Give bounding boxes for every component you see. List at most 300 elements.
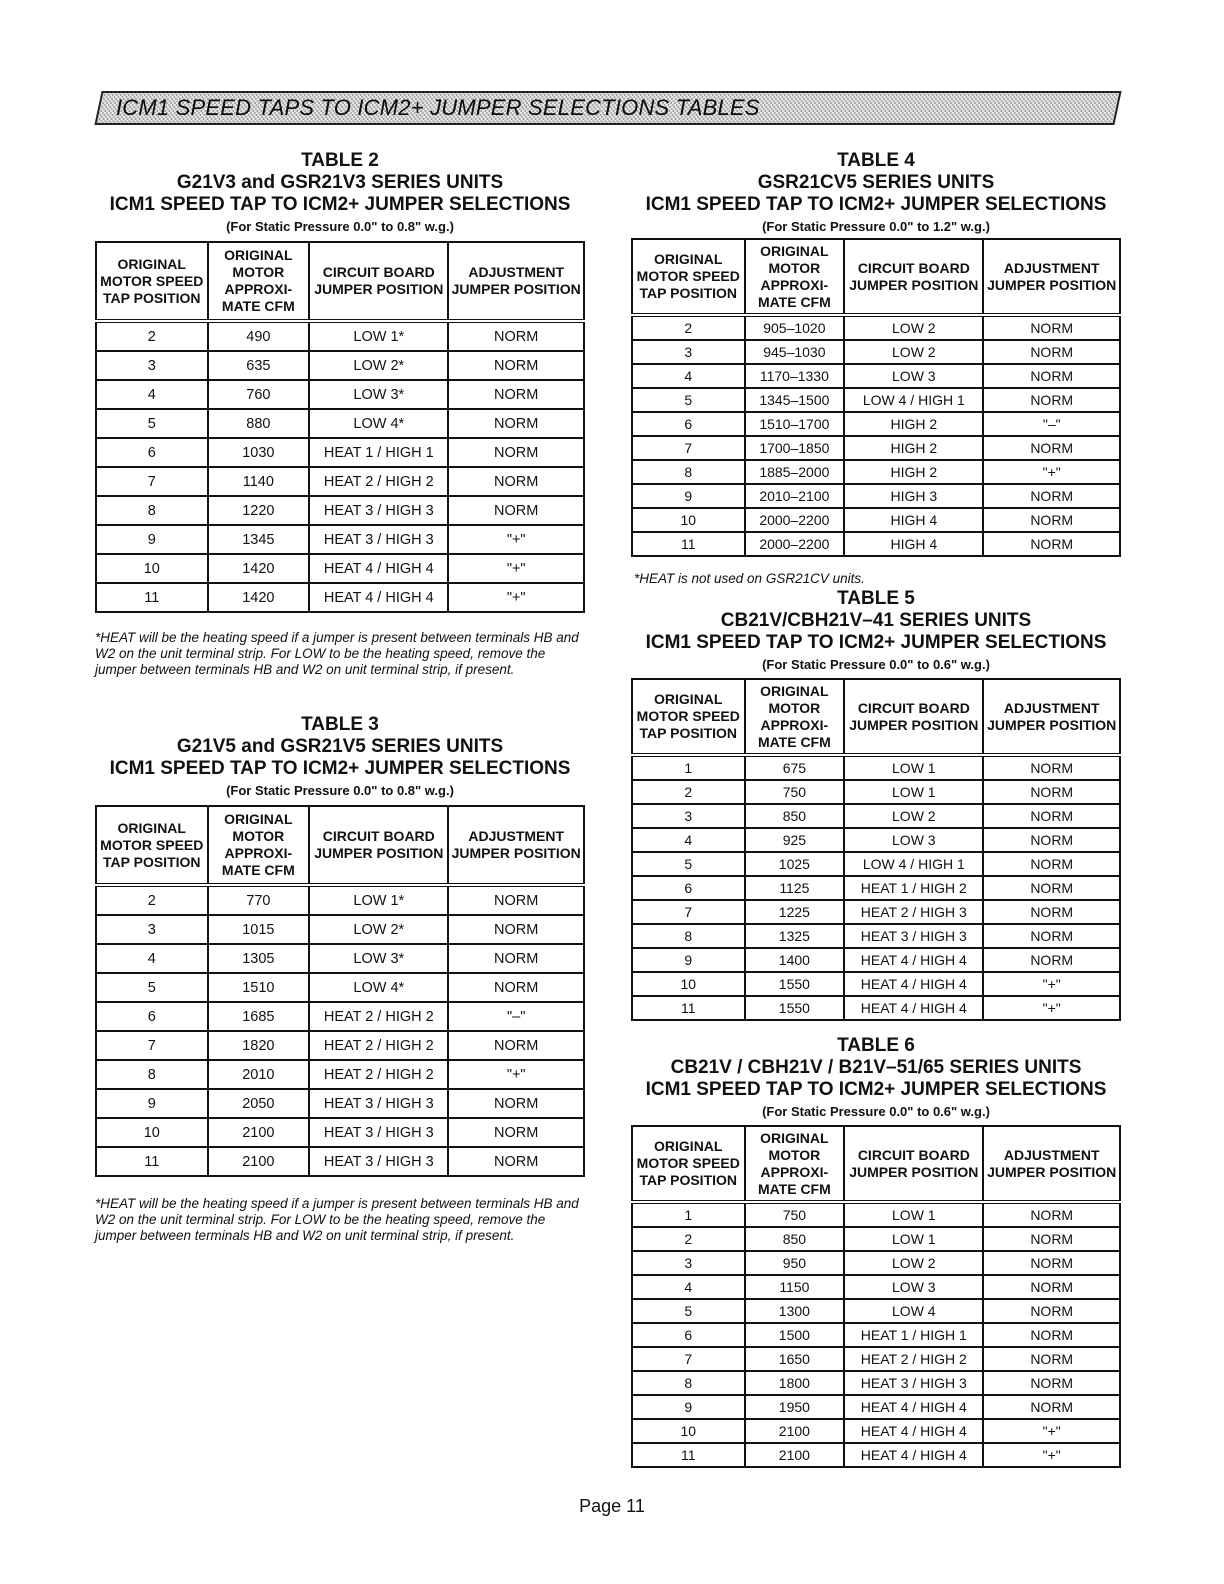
table-row [96,1060,584,1089]
speed-tap-cell: 8 [96,1060,208,1089]
table-row [632,436,1120,460]
speed-tap-cell: 6 [96,1002,208,1031]
table-row [632,412,1120,436]
table-row [96,915,584,944]
table-2-footnote: *HEAT will be the heating speed if a jumper is present between terminals HB and W2 on the unit terminal strip. For LOW to be the heating speed, remove the jumper between terminals HB and W2 on unit terminal strip, if present. [95,630,579,677]
adjustment-cell: NORM [983,1299,1120,1323]
speed-tap-header: ORIGINAL MOTOR SPEED TAP POSITION [632,1126,745,1202]
circuit-board-cell: LOW 2 [844,315,983,340]
header-row [632,679,1120,755]
cfm-cell: 1345 [208,525,310,554]
table-row [632,996,1120,1020]
speed-tap-cell: 8 [96,496,208,525]
speed-tap-cell: 11 [632,1443,745,1467]
adjustment-header: ADJUSTMENT JUMPER POSITION [983,679,1120,755]
circuit-board-cell: HEAT 4 / HIGH 4 [844,1395,983,1419]
table-series: GSR21CV5 SERIES UNITS [757,172,995,193]
cfm-cell: 1885–2000 [745,460,845,484]
table-row [632,1347,1120,1371]
circuit-board-cell: LOW 1 [844,1202,983,1227]
table-row [632,484,1120,508]
cfm-cell: 1300 [745,1299,845,1323]
cfm-cell: 1225 [745,900,845,924]
circuit-board-cell: HEAT 3 / HIGH 3 [309,1147,448,1176]
adjustment-cell: NORM [448,915,584,944]
circuit-board-cell: LOW 4 / HIGH 1 [844,388,983,412]
header-row [96,242,584,321]
adjustment-header: ADJUSTMENT JUMPER POSITION [983,239,1120,315]
table-3-block [95,714,585,1177]
speed-tap-cell: 6 [632,1323,745,1347]
table-row [632,972,1120,996]
circuit-board-header: CIRCUIT BOARD JUMPER POSITION [309,242,448,321]
circuit-board-cell: LOW 3 [844,828,983,852]
speed-tap-cell: 7 [96,1031,208,1060]
jumper-selection-table [95,241,585,613]
circuit-board-cell: HIGH 4 [844,508,983,532]
circuit-board-cell: HEAT 4 / HIGH 4 [309,554,448,583]
cfm-cell: 1420 [208,583,310,612]
table-row [96,1031,584,1060]
table-row [632,804,1120,828]
table-row [96,1089,584,1118]
adjustment-cell: NORM [983,315,1120,340]
cfm-cell: 2100 [208,1147,310,1176]
section-banner-title: ICM1 SPEED TAPS TO ICM2+ JUMPER SELECTIONS TABLES [116,95,760,120]
speed-tap-cell: 1 [632,755,745,780]
speed-tap-cell: 10 [96,554,208,583]
table-4-footnote: *HEAT is not used on GSR21CV units. [634,571,865,586]
speed-tap-cell: 7 [96,467,208,496]
adjustment-cell: NORM [448,1147,584,1176]
table-row [632,852,1120,876]
table-row [632,1395,1120,1419]
adjustment-cell: "+" [983,972,1120,996]
adjustment-cell: NORM [983,532,1120,556]
speed-tap-cell: 2 [632,315,745,340]
cfm-cell: 850 [745,804,845,828]
cfm-cell: 880 [208,409,310,438]
cfm-cell: 1170–1330 [745,364,845,388]
table-row [96,885,584,915]
adjustment-cell: NORM [983,1323,1120,1347]
cfm-cell: 1345–1500 [745,388,845,412]
cfm-cell: 750 [745,1202,845,1227]
cfm-cell: 1325 [745,924,845,948]
table-row [96,583,584,612]
speed-tap-cell: 7 [632,900,745,924]
static-pressure-range: (For Static Pressure 0.0" to 0.6" w.g.) [762,657,990,672]
cfm-cell: 1400 [745,948,845,972]
cfm-cell: 2000–2200 [745,532,845,556]
table-row [632,1323,1120,1347]
adjustment-cell: NORM [983,484,1120,508]
speed-tap-cell: 3 [632,804,745,828]
adjustment-cell: "+" [983,1419,1120,1443]
table-row [96,554,584,583]
cfm-cell: 1700–1850 [745,436,845,460]
adjustment-header: ADJUSTMENT JUMPER POSITION [983,1126,1120,1202]
speed-tap-cell: 10 [632,1419,745,1443]
adjustment-cell: NORM [983,852,1120,876]
circuit-board-cell: HEAT 4 / HIGH 4 [844,948,983,972]
speed-tap-cell: 9 [96,525,208,554]
adjustment-cell: "–" [448,1002,584,1031]
speed-tap-cell: 4 [632,828,745,852]
table-row [632,460,1120,484]
header-row [96,806,584,885]
cfm-cell: 1500 [745,1323,845,1347]
static-pressure-range: (For Static Pressure 0.0" to 0.8" w.g.) [226,219,454,234]
table-selection-title: ICM1 SPEED TAP TO ICM2+ JUMPER SELECTIONS [109,194,571,215]
speed-tap-cell: 5 [96,973,208,1002]
table-row [632,924,1120,948]
cfm-cell: 1650 [745,1347,845,1371]
adjustment-cell: NORM [448,973,584,1002]
speed-tap-cell: 4 [96,944,208,973]
table-row [632,1202,1120,1227]
adjustment-cell: NORM [983,1227,1120,1251]
table-number: TABLE 6 [837,1035,915,1056]
table-series: CB21V / CBH21V / B21V–51/65 SERIES UNITS [670,1057,1082,1078]
static-pressure-range: (For Static Pressure 0.0" to 0.8" w.g.) [226,783,454,798]
table-row [632,900,1120,924]
table-row [632,948,1120,972]
circuit-board-cell: HEAT 4 / HIGH 4 [844,972,983,996]
cfm-cell: 1550 [745,972,845,996]
speed-tap-cell: 8 [632,460,745,484]
circuit-board-header: CIRCUIT BOARD JUMPER POSITION [309,806,448,885]
adjustment-cell: "+" [448,1060,584,1089]
speed-tap-cell: 7 [632,1347,745,1371]
adjustment-cell: NORM [983,436,1120,460]
speed-tap-cell: 2 [96,321,208,351]
table-row [96,525,584,554]
speed-tap-cell: 1 [632,1202,745,1227]
table-number: TABLE 5 [837,588,915,609]
adjustment-cell: NORM [983,1251,1120,1275]
adjustment-cell: NORM [448,409,584,438]
cfm-cell: 950 [745,1251,845,1275]
table-row [632,1227,1120,1251]
adjustment-cell: NORM [983,1275,1120,1299]
cfm-cell: 925 [745,828,845,852]
speed-tap-cell: 9 [632,1395,745,1419]
cfm-header: ORIGINAL MOTOR APPROXI- MATE CFM [745,239,845,315]
adjustment-cell: NORM [983,388,1120,412]
circuit-board-cell: HEAT 2 / HIGH 2 [309,1031,448,1060]
adjustment-cell: "+" [448,525,584,554]
cfm-header: ORIGINAL MOTOR APPROXI- MATE CFM [745,1126,845,1202]
cfm-cell: 1140 [208,467,310,496]
speed-tap-cell: 4 [632,1275,745,1299]
table-number: TABLE 3 [301,714,379,735]
table-selection-title: ICM1 SPEED TAP TO ICM2+ JUMPER SELECTIONS [109,758,571,779]
jumper-selection-table [631,1125,1121,1468]
speed-tap-cell: 2 [632,780,745,804]
adjustment-cell: NORM [983,1395,1120,1419]
speed-tap-cell: 6 [632,876,745,900]
circuit-board-cell: HIGH 4 [844,532,983,556]
adjustment-cell: NORM [983,876,1120,900]
circuit-board-cell: HIGH 2 [844,412,983,436]
cfm-cell: 1685 [208,1002,310,1031]
circuit-board-cell: HEAT 2 / HIGH 2 [309,467,448,496]
speed-tap-cell: 3 [96,351,208,380]
adjustment-cell: NORM [448,1031,584,1060]
table-4-block [631,150,1121,557]
speed-tap-cell: 4 [96,380,208,409]
speed-tap-cell: 5 [96,409,208,438]
circuit-board-cell: LOW 3 [844,1275,983,1299]
table-row [96,1002,584,1031]
circuit-board-header: CIRCUIT BOARD JUMPER POSITION [844,679,983,755]
table-row [632,364,1120,388]
cfm-cell: 1220 [208,496,310,525]
circuit-board-cell: HEAT 2 / HIGH 3 [844,900,983,924]
adjustment-cell: NORM [448,496,584,525]
static-pressure-range: (For Static Pressure 0.0" to 1.2" w.g.) [762,219,990,234]
speed-tap-cell: 5 [632,388,745,412]
cfm-cell: 1150 [745,1275,845,1299]
cfm-cell: 2100 [745,1419,845,1443]
table-row [96,380,584,409]
table-3-footnote: *HEAT will be the heating speed if a jumper is present between terminals HB and W2 on the unit terminal strip. For LOW to be the heating speed, remove the jumper between terminals HB and W2 on unit terminal strip, if present. [95,1196,579,1243]
cfm-cell: 1420 [208,554,310,583]
speed-tap-cell: 9 [632,948,745,972]
speed-tap-cell: 8 [632,1371,745,1395]
circuit-board-cell: LOW 2 [844,340,983,364]
circuit-board-cell: HEAT 4 / HIGH 4 [844,996,983,1020]
circuit-board-cell: LOW 4 / HIGH 1 [844,852,983,876]
circuit-board-cell: HEAT 2 / HIGH 2 [844,1347,983,1371]
cfm-cell: 1025 [745,852,845,876]
circuit-board-cell: HEAT 3 / HIGH 3 [844,1371,983,1395]
cfm-header: ORIGINAL MOTOR APPROXI- MATE CFM [745,679,845,755]
table-series: CB21V/CBH21V–41 SERIES UNITS [720,610,1032,631]
cfm-cell: 770 [208,885,310,915]
speed-tap-cell: 10 [632,508,745,532]
cfm-cell: 2000–2200 [745,508,845,532]
adjustment-cell: NORM [983,804,1120,828]
adjustment-header: ADJUSTMENT JUMPER POSITION [448,242,584,321]
circuit-board-cell: HEAT 2 / HIGH 2 [309,1060,448,1089]
table-row [632,532,1120,556]
adjustment-cell: NORM [983,948,1120,972]
speed-tap-cell: 10 [96,1118,208,1147]
circuit-board-cell: LOW 2 [844,1251,983,1275]
table-row [632,315,1120,340]
jumper-selection-table [631,238,1121,557]
circuit-board-cell: HEAT 2 / HIGH 2 [309,1002,448,1031]
cfm-cell: 1125 [745,876,845,900]
table-selection-title: ICM1 SPEED TAP TO ICM2+ JUMPER SELECTIONS [645,194,1107,215]
speed-tap-cell: 6 [632,412,745,436]
speed-tap-cell: 11 [632,532,745,556]
table-row [632,1419,1120,1443]
cfm-cell: 1820 [208,1031,310,1060]
adjustment-cell: NORM [448,351,584,380]
circuit-board-cell: LOW 4* [309,409,448,438]
table-series: G21V3 and GSR21V3 SERIES UNITS [176,172,504,193]
circuit-board-cell: HIGH 2 [844,436,983,460]
circuit-board-header: CIRCUIT BOARD JUMPER POSITION [844,239,983,315]
speed-tap-header: ORIGINAL MOTOR SPEED TAP POSITION [96,242,208,321]
cfm-cell: 1550 [745,996,845,1020]
speed-tap-cell: 11 [96,1147,208,1176]
speed-tap-cell: 5 [632,852,745,876]
adjustment-cell: NORM [983,364,1120,388]
speed-tap-cell: 2 [96,885,208,915]
cfm-cell: 2100 [745,1443,845,1467]
adjustment-cell: NORM [983,1202,1120,1227]
adjustment-cell: "+" [448,554,584,583]
adjustment-header: ADJUSTMENT JUMPER POSITION [448,806,584,885]
table-row [96,973,584,1002]
speed-tap-header: ORIGINAL MOTOR SPEED TAP POSITION [632,679,745,755]
table-number: TABLE 2 [301,150,379,171]
circuit-board-cell: HEAT 3 / HIGH 3 [309,1118,448,1147]
cfm-cell: 1015 [208,915,310,944]
speed-tap-cell: 9 [96,1089,208,1118]
header-row [632,1126,1120,1202]
table-row [632,1299,1120,1323]
circuit-board-cell: LOW 2 [844,804,983,828]
adjustment-cell: NORM [448,1118,584,1147]
table-row [632,388,1120,412]
table-row [632,1371,1120,1395]
table-row [96,409,584,438]
circuit-board-cell: HEAT 3 / HIGH 3 [309,496,448,525]
speed-tap-cell: 9 [632,484,745,508]
speed-tap-cell: 11 [632,996,745,1020]
adjustment-cell: NORM [983,924,1120,948]
circuit-board-cell: HEAT 4 / HIGH 4 [309,583,448,612]
circuit-board-cell: LOW 1* [309,885,448,915]
circuit-board-cell: HEAT 1 / HIGH 1 [309,438,448,467]
cfm-cell: 1305 [208,944,310,973]
circuit-board-cell: LOW 1 [844,755,983,780]
cfm-cell: 1510 [208,973,310,1002]
circuit-board-cell: HEAT 1 / HIGH 1 [844,1323,983,1347]
adjustment-cell: NORM [983,828,1120,852]
adjustment-cell: NORM [448,885,584,915]
table-selection-title: ICM1 SPEED TAP TO ICM2+ JUMPER SELECTIONS [645,632,1107,653]
cfm-cell: 675 [745,755,845,780]
cfm-cell: 635 [208,351,310,380]
speed-tap-cell: 6 [96,438,208,467]
adjustment-cell: "+" [983,996,1120,1020]
adjustment-cell: NORM [448,944,584,973]
table-row [632,828,1120,852]
circuit-board-cell: HEAT 4 / HIGH 4 [844,1443,983,1467]
table-6-block [631,1035,1121,1468]
adjustment-cell: NORM [448,467,584,496]
table-row [96,1118,584,1147]
table-row [632,1251,1120,1275]
jumper-selection-table [95,805,585,1177]
table-row [96,438,584,467]
page-number: Page 11 [579,1496,645,1516]
adjustment-cell: NORM [983,508,1120,532]
circuit-board-cell: LOW 2* [309,915,448,944]
circuit-board-cell: HEAT 3 / HIGH 3 [844,924,983,948]
speed-tap-header: ORIGINAL MOTOR SPEED TAP POSITION [632,239,745,315]
circuit-board-cell: LOW 3* [309,380,448,409]
circuit-board-cell: LOW 2* [309,351,448,380]
cfm-cell: 760 [208,380,310,409]
circuit-board-header: CIRCUIT BOARD JUMPER POSITION [844,1126,983,1202]
adjustment-cell: "+" [983,460,1120,484]
jumper-selection-table [631,678,1121,1021]
table-row [632,340,1120,364]
circuit-board-cell: LOW 4* [309,973,448,1002]
circuit-board-cell: LOW 3* [309,944,448,973]
speed-tap-cell: 2 [632,1227,745,1251]
cfm-cell: 850 [745,1227,845,1251]
table-row [96,1147,584,1176]
circuit-board-cell: HEAT 1 / HIGH 2 [844,876,983,900]
header-row [632,239,1120,315]
speed-tap-header: ORIGINAL MOTOR SPEED TAP POSITION [96,806,208,885]
circuit-board-cell: LOW 1 [844,780,983,804]
speed-tap-cell: 3 [96,915,208,944]
table-number: TABLE 4 [837,150,915,171]
cfm-header: ORIGINAL MOTOR APPROXI- MATE CFM [208,806,310,885]
adjustment-cell: "–" [983,412,1120,436]
cfm-cell: 2050 [208,1089,310,1118]
cfm-cell: 945–1030 [745,340,845,364]
table-row [632,508,1120,532]
speed-tap-cell: 10 [632,972,745,996]
adjustment-cell: NORM [448,380,584,409]
cfm-cell: 2010 [208,1060,310,1089]
cfm-cell: 1800 [745,1371,845,1395]
circuit-board-cell: LOW 4 [844,1299,983,1323]
circuit-board-cell: LOW 1 [844,1227,983,1251]
table-row [632,1443,1120,1467]
table-row [96,467,584,496]
adjustment-cell: "+" [448,583,584,612]
adjustment-cell: NORM [983,340,1120,364]
speed-tap-cell: 4 [632,364,745,388]
circuit-board-cell: HEAT 3 / HIGH 3 [309,525,448,554]
speed-tap-cell: 5 [632,1299,745,1323]
circuit-board-cell: HIGH 3 [844,484,983,508]
table-row [632,1275,1120,1299]
cfm-cell: 490 [208,321,310,351]
adjustment-cell: "+" [983,1443,1120,1467]
cfm-cell: 2100 [208,1118,310,1147]
adjustment-cell: NORM [448,438,584,467]
speed-tap-cell: 8 [632,924,745,948]
cfm-cell: 2010–2100 [745,484,845,508]
cfm-cell: 905–1020 [745,315,845,340]
adjustment-cell: NORM [983,900,1120,924]
adjustment-cell: NORM [983,1347,1120,1371]
circuit-board-cell: LOW 3 [844,364,983,388]
adjustment-cell: NORM [448,321,584,351]
cfm-cell: 1510–1700 [745,412,845,436]
table-row [96,496,584,525]
circuit-board-cell: LOW 1* [309,321,448,351]
speed-tap-cell: 11 [96,583,208,612]
table-row [96,351,584,380]
speed-tap-cell: 3 [632,1251,745,1275]
table-5-block [631,588,1121,1021]
cfm-cell: 1950 [745,1395,845,1419]
circuit-board-cell: HEAT 4 / HIGH 4 [844,1419,983,1443]
